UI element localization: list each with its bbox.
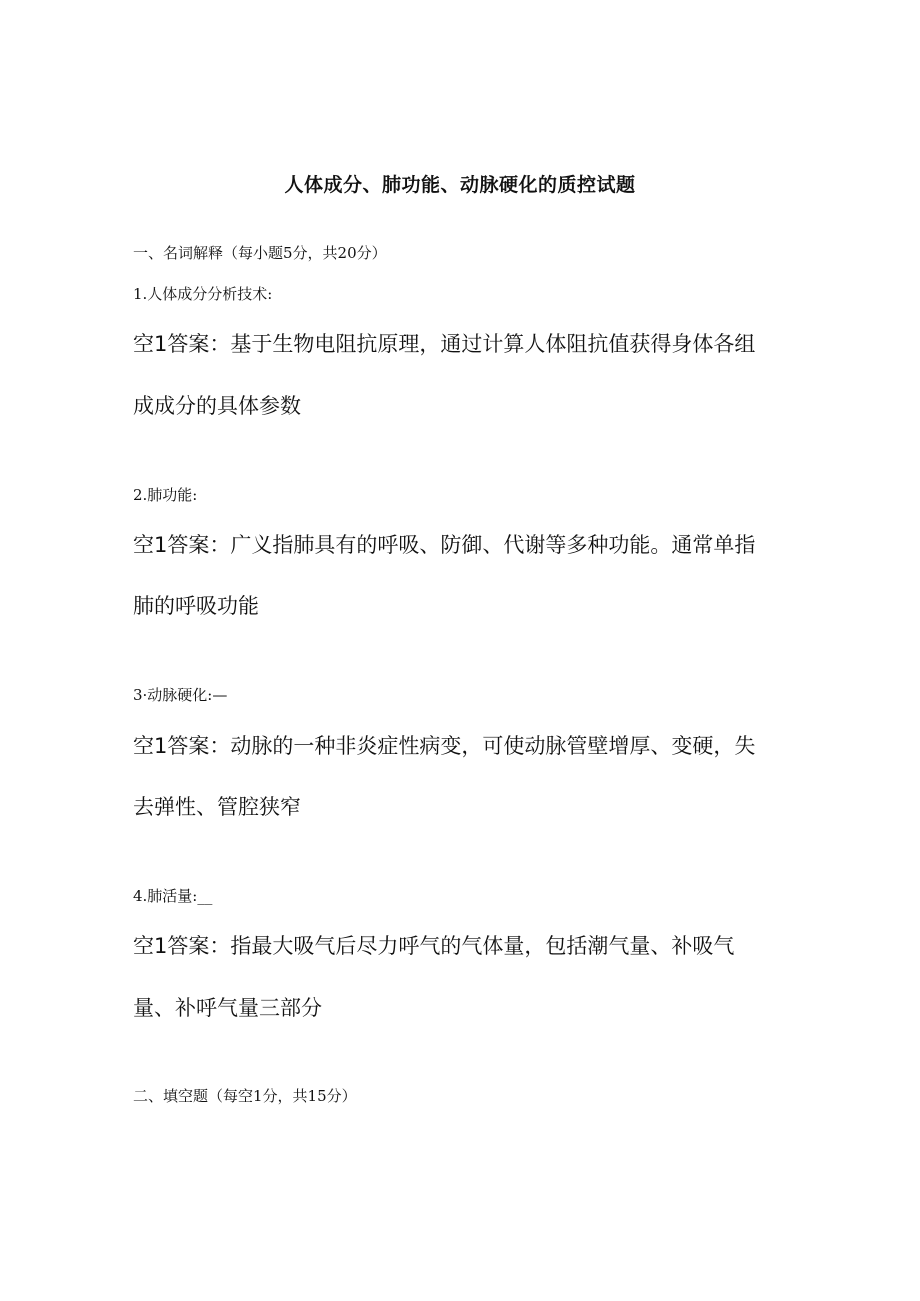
- answer-line-3a: 空1答案：动脉的一种非炎症性病变，可使动脉管壁增厚、变硬，失: [133, 734, 756, 758]
- question-label-4: 4.肺活量:__: [133, 887, 213, 905]
- answer-line-1a: 空1答案：基于生物电阻抗原理，通过计算人体阻抗值获得身体各组: [133, 332, 756, 356]
- question-label-3: 3·动脉硬化:—: [133, 686, 228, 704]
- question-label-1: 1.人体成分分析技术:: [133, 285, 273, 303]
- answer-line-4b: 量、补呼气量三部分: [133, 996, 322, 1020]
- page-title: 人体成分、肺功能、动脉硬化的质控试题: [284, 174, 636, 196]
- answer-line-3b: 去弹性、管腔狭窄: [133, 795, 301, 819]
- section-heading-fill-in: 二、填空题（每空1分，共15分）: [133, 1087, 357, 1105]
- answer-line-1b: 成成分的具体参数: [133, 394, 301, 418]
- answer-line-2b: 肺的呼吸功能: [133, 594, 259, 618]
- answer-line-4a: 空1答案：指最大吸气后尽力呼气的气体量，包括潮气量、补吸气: [133, 934, 735, 958]
- section-heading-definitions: 一、名词解释（每小题5分，共20分）: [133, 244, 387, 262]
- answer-line-2a: 空1答案：广义指肺具有的呼吸、防御、代谢等多种功能。通常单指: [133, 533, 756, 557]
- question-label-2: 2.肺功能:: [133, 486, 198, 504]
